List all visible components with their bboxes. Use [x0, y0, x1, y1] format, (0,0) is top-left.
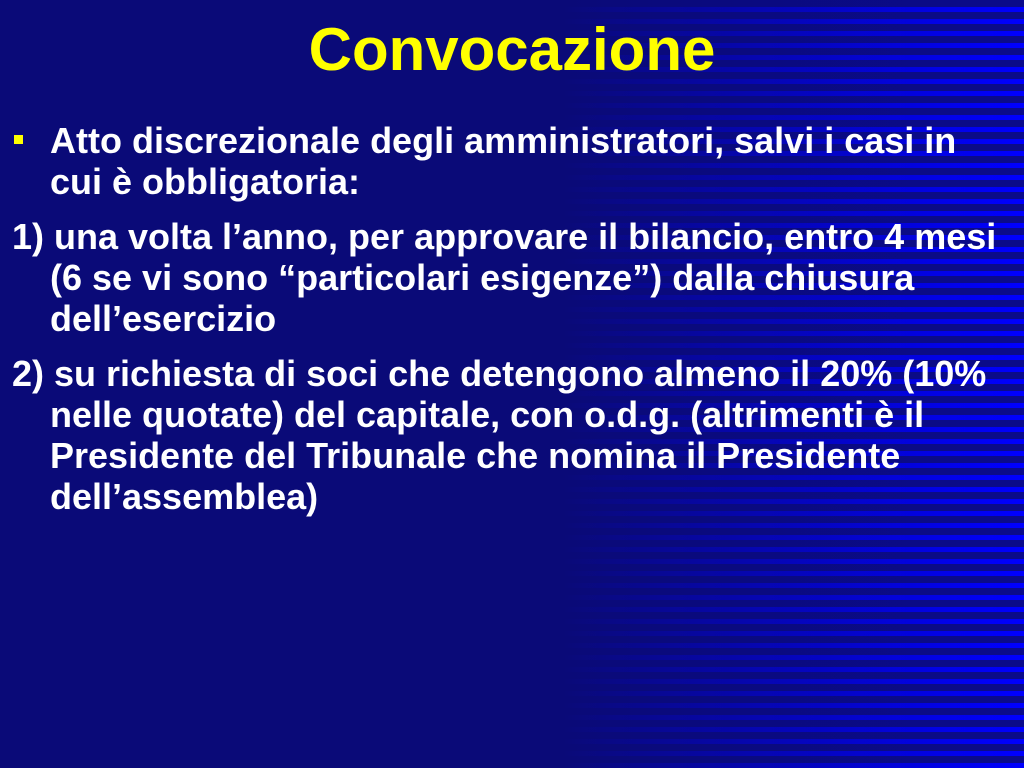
bullet-item	[12, 120, 1016, 202]
numbered-item-text: 2) su richiesta di soci che detengono almeno il 20% (10% nelle quotate) del capitale, con o.d.g. (altrimenti è il Presidente del Tribunale che nomina il Presidente dell’assemblea)	[12, 353, 987, 517]
slide-title: Convocazione	[308, 16, 716, 83]
numbered-item-1	[12, 216, 1016, 339]
numbered-item-text: 1) una volta l’anno, per approvare il bilancio, entro 4 mesi (6 se vi sono “particolari esigenze”) dalla chiusura dell’esercizio	[12, 216, 997, 339]
bullet-item-text: Atto discrezionale degli amministratori, salvi i casi in cui è obbligatoria:	[50, 120, 957, 202]
numbered-item-2	[12, 353, 1016, 517]
slide-body	[12, 120, 1016, 531]
square-bullet-icon	[14, 135, 23, 144]
